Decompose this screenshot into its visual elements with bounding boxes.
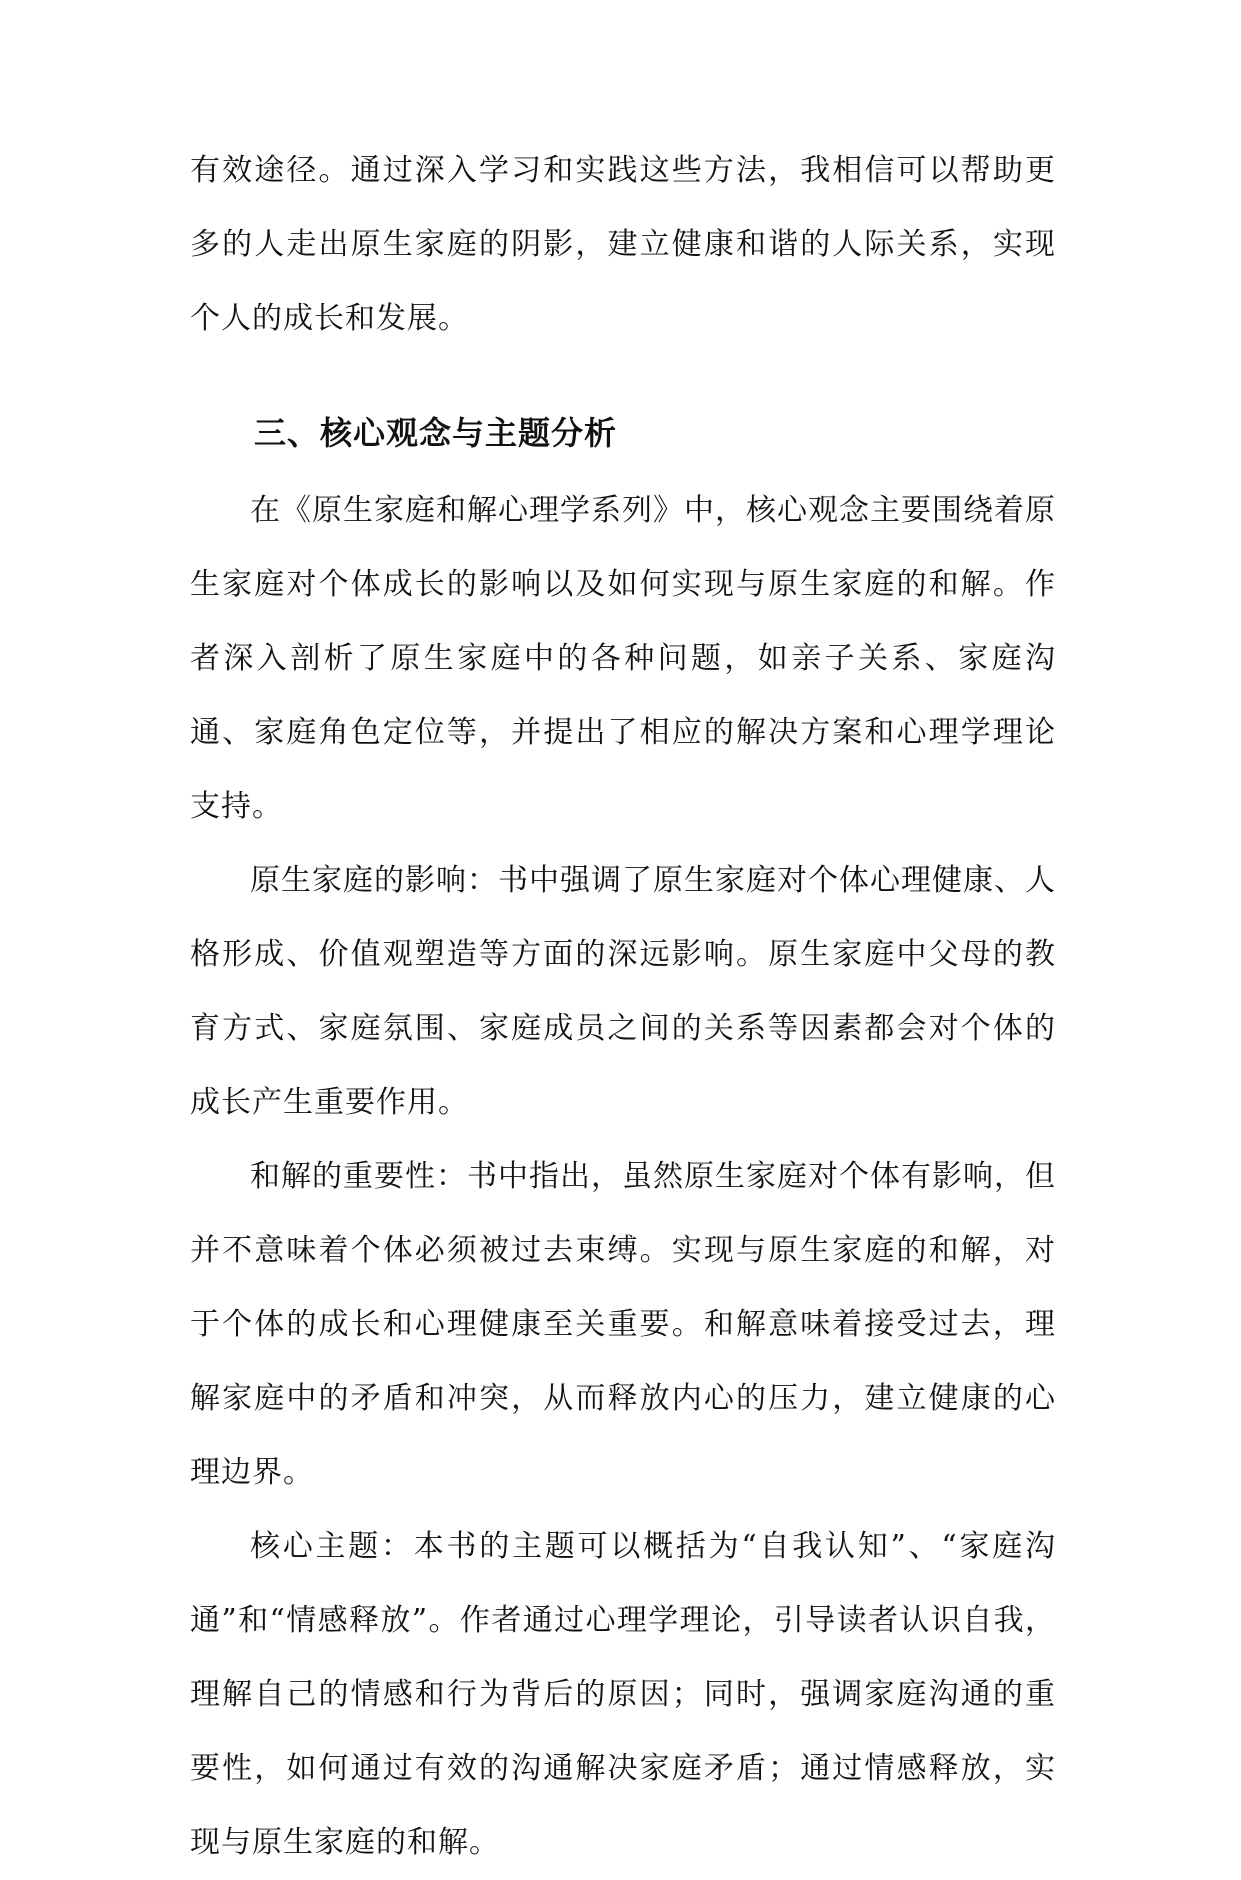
section-heading: 三、核心观念与主题分析 (254, 414, 618, 452)
paragraph-continuation: 有效途径。通过深入学习和实践这些方法，我相信可以帮助更多的人走出原生家庭的阴影，建立健康和谐的人际关系，实现个人的成长和发展。 (190, 153, 1056, 336)
paragraph-reconciliation: 和解的重要性：书中指出，虽然原生家庭对个体有影响，但并不意味着个体必须被过去束缚。实现与原生家庭的和解，对于个体的成长和心理健康至关重要。和解意味着接受过去，理解家庭中的矛盾和冲突，从而释放内心的压力，建立健康的心理边界。 (190, 1159, 1056, 1490)
paragraph-intro: 在《原生家庭和解心理学系列》中，核心观念主要围绕着原生家庭对个体成长的影响以及如何实现与原生家庭的和解。作者深入剖析了原生家庭中的各种问题，如亲子关系、家庭沟通、家庭角色定位等，并提出了相应的解决方案和心理学理论支持。 (190, 493, 1056, 824)
paragraph-core-theme: 核心主题：本书的主题可以概括为“自我认知”、“家庭沟通”和“情感释放”。作者通过心理学理论，引导读者认识自我，理解自己的情感和行为背后的原因；同时，强调家庭沟通的重要性，如何通过有效的沟通解决家庭矛盾；通过情感释放，实现与原生家庭的和解。 (190, 1529, 1056, 1860)
paragraph-influence: 原生家庭的影响：书中强调了原生家庭对个体心理健康、人格形成、价值观塑造等方面的深远影响。原生家庭中父母的教育方式、家庭氛围、家庭成员之间的关系等因素都会对个体的成长产生重要作用。 (190, 863, 1056, 1120)
document-body (190, 134, 1056, 1880)
